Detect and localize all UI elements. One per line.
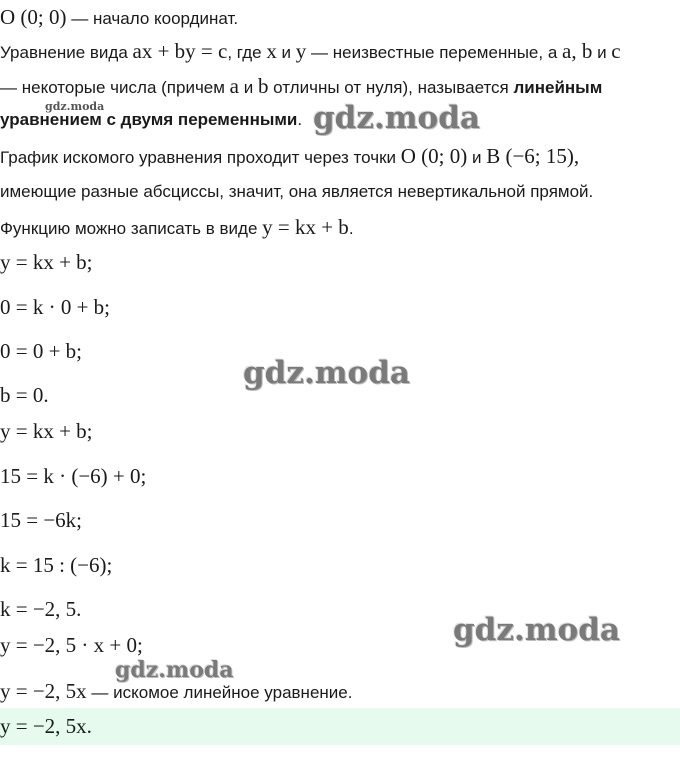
text-period: . bbox=[297, 110, 303, 129]
text-equation-form: Уравнение вида bbox=[0, 43, 133, 62]
math-step-7: 15 = −6k; bbox=[0, 508, 83, 532]
text-final-equation: — искомое линейное уравнение. bbox=[86, 683, 353, 702]
math-coef-a: a bbox=[229, 74, 239, 98]
text-linear-bold: линейным bbox=[513, 78, 603, 97]
math-final-equation: y = −2, 5x bbox=[0, 679, 87, 703]
text-term-bold: уравнением с двумя переменными bbox=[0, 110, 298, 129]
text-where: , где bbox=[227, 43, 267, 62]
line-final-equation bbox=[0, 680, 680, 704]
answer-equation: y = −2, 5x. bbox=[0, 714, 92, 738]
math-coef-ab: a, b bbox=[562, 39, 593, 63]
math-step-1: y = kx + b; bbox=[0, 250, 93, 274]
text-function-form: Функцию можно записать в виде bbox=[0, 219, 263, 238]
text-nonzero: отличны от нуля), называется bbox=[268, 78, 514, 97]
math-function-form: y = kx + b bbox=[262, 215, 349, 239]
line-origin bbox=[0, 6, 680, 30]
line-function-form bbox=[0, 216, 680, 240]
watermark-2: gdz.moda bbox=[243, 355, 410, 391]
math-general-equation: ax + by = c bbox=[132, 39, 228, 63]
math-step-3: 0 = 0 + b; bbox=[0, 339, 83, 363]
math-point-o: O (0; 0) bbox=[400, 144, 468, 168]
text-graph-passes: График искомого уравнения проходит через точки bbox=[0, 148, 401, 167]
answer-box bbox=[0, 708, 680, 745]
math-step-9: k = −2, 5. bbox=[0, 597, 82, 621]
text-unknowns: — неизвестные переменные, а bbox=[306, 43, 563, 62]
watermark-1: gdz.moda bbox=[313, 100, 480, 136]
watermark-small-1: gdz.moda bbox=[45, 100, 105, 113]
text-nonvertical: имеющие разные абсциссы, значит, она является невертикальной прямой. bbox=[0, 182, 594, 201]
line-numbers bbox=[0, 75, 680, 99]
text-and: и bbox=[276, 43, 296, 62]
line-nonvertical bbox=[0, 181, 680, 203]
math-coef-b: b bbox=[257, 74, 269, 98]
math-var-y: y bbox=[295, 39, 307, 63]
text-period: . bbox=[348, 219, 354, 238]
math-step-6: 15 = k · (−6) + 0; bbox=[0, 464, 147, 488]
math-coef-c: c bbox=[611, 39, 621, 63]
math-step-5: y = kx + b; bbox=[0, 419, 93, 443]
math-step-4: b = 0. bbox=[0, 383, 49, 407]
text-origin: — начало координат. bbox=[66, 9, 239, 28]
watermark-3: gdz.moda bbox=[453, 612, 620, 648]
math-step-10: y = −2, 5 · x + 0; bbox=[0, 633, 143, 657]
text-and: и bbox=[467, 148, 487, 167]
line-equation-definition bbox=[0, 40, 680, 64]
math-point-b: B (−6; 15), bbox=[486, 144, 580, 168]
text-and: и bbox=[592, 43, 612, 62]
math-var-x: x bbox=[266, 39, 277, 63]
text-some-numbers: — некоторые числа (причем bbox=[0, 78, 230, 97]
math-step-8: k = 15 : (−6); bbox=[0, 553, 113, 577]
math-step-2: 0 = k · 0 + b; bbox=[0, 295, 111, 319]
watermark-4: gdz.moda bbox=[115, 657, 234, 683]
math-point-o: O (0; 0) bbox=[0, 5, 67, 29]
text-and: и bbox=[239, 78, 258, 97]
line-graph-points bbox=[0, 145, 680, 169]
